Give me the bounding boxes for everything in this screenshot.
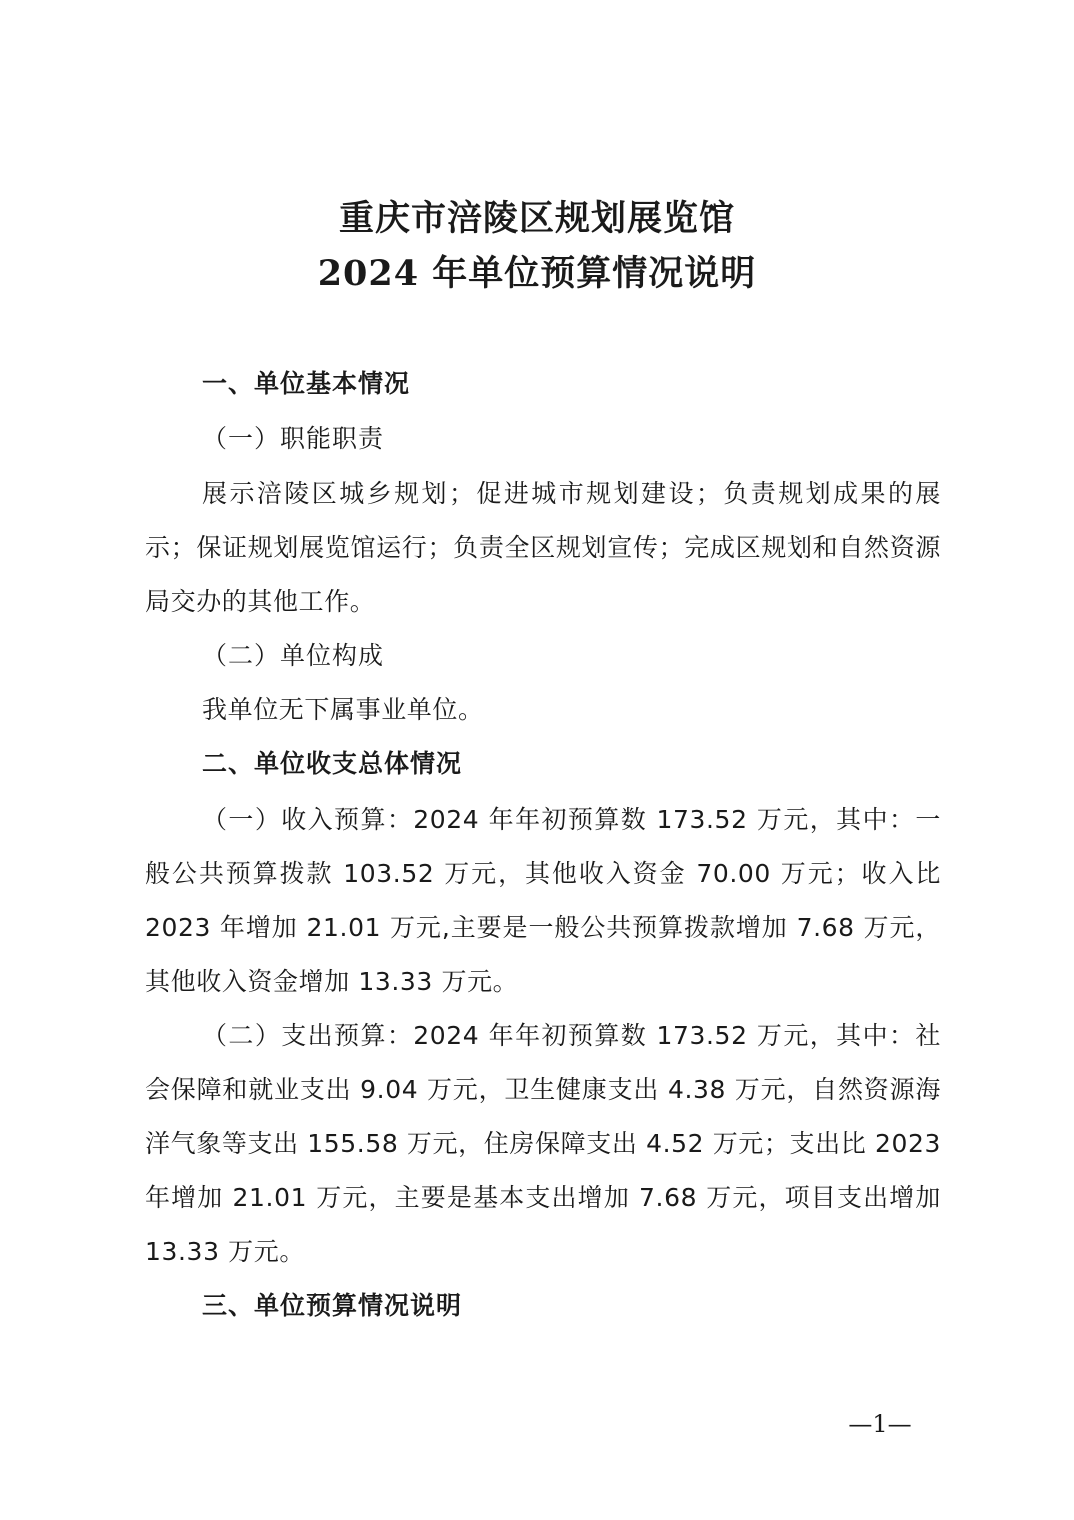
section2-income-para: （一）收入预算：2024 年年初预算数 173.52 万元，其中：一般公共预算拨款 103.52 万元，其他收入资金 70.00 万元；收入比 2023 年增加 21.01 万元,主要是一般公共预算拨款增加 7.68 万元，其他收入资金增加 13.33 万元。 [145, 805, 941, 996]
section1-sub1-heading: （一）职能职责 [202, 424, 385, 453]
section1-para2: 我单位无下属事业单位。 [202, 695, 484, 724]
document-title-line1: 重庆市涪陵区规划展览馆 [338, 198, 735, 239]
section1-sub2-heading: （二）单位构成 [202, 641, 385, 670]
section1-para1: 展示涪陵区城乡规划；促进城市规划建设；负责规划成果的展示；保证规划展览馆运行；负责全区规划宣传；完成区规划和自然资源局交办的其他工作。 [145, 479, 941, 616]
page-number: —1— [848, 1410, 912, 1438]
document-title-line2: 2024 年单位预算情况说明 [317, 253, 757, 294]
section1-heading: 一、单位基本情况 [202, 369, 411, 398]
section2-heading: 二、单位收支总体情况 [202, 749, 463, 778]
section3-heading: 三、单位预算情况说明 [202, 1291, 463, 1320]
section2-expense-para: （二）支出预算：2024 年年初预算数 173.52 万元，其中：社会保障和就业支出 9.04 万元，卫生健康支出 4.38 万元，自然资源海洋气象等支出 155.58 万元，住房保障支出 4.52 万元；支出比 2023 年增加 21.01 万元，主要是基本支出增加 7.68 万元，项目支出增加 13.33 万元。 [145, 1021, 941, 1266]
